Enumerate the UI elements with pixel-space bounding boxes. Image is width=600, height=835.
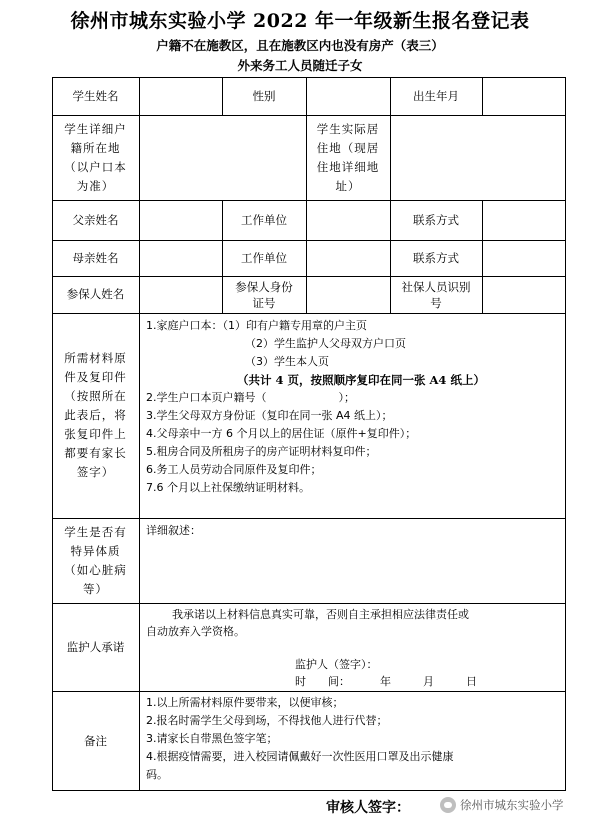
remark-item-black-pen: 3.请家长自带黑色签字笔； bbox=[146, 732, 278, 745]
guardian-promise-text-2: 自动放弃入学资格。 bbox=[146, 625, 245, 638]
field-insured-name[interactable] bbox=[139, 276, 222, 313]
field-special-detail[interactable] bbox=[212, 537, 562, 599]
label-special-constitution: 学生是否有特异体质（如心脏病等） bbox=[64, 524, 127, 596]
label-mother-work: 工作单位 bbox=[241, 250, 287, 265]
label-father-contact: 联系方式 bbox=[413, 212, 459, 227]
field-mother-contact[interactable] bbox=[482, 240, 566, 276]
wechat-icon bbox=[440, 797, 456, 813]
material-item-guardian-page: （2）学生监护人父母双方户口页 bbox=[245, 337, 406, 350]
label-insured-name: 参保人姓名 bbox=[66, 287, 125, 301]
subtitle-condition: 户籍不在施教区，且在施教区内也没有房产（表三） bbox=[156, 38, 444, 53]
label-father-work: 工作单位 bbox=[241, 212, 287, 227]
label-hukou-address: 学生详细户籍所在地（以户口本为准） bbox=[64, 121, 127, 193]
material-item-social-insurance: 7.6 个月以上社保缴纳证明材料。 bbox=[146, 481, 310, 494]
material-item-labor-contract: 6.务工人员劳动合同原件及复印件； bbox=[146, 463, 322, 476]
material-item-student-page: （3）学生本人页 bbox=[245, 355, 329, 368]
label-actual-address: 学生实际居住地（现居住地详细地址） bbox=[316, 121, 380, 193]
material-item-rental-contract: 5.租房合同及所租房子的房产证明材料复印件； bbox=[146, 445, 377, 458]
watermark bbox=[440, 797, 564, 813]
special-detail-prompt: 详细叙述： bbox=[146, 524, 201, 537]
material-item-hukou-number: 2.学生户口本页户籍号（ ）； bbox=[146, 391, 355, 404]
label-mother-name: 母亲姓名 bbox=[72, 250, 119, 265]
subtitle-category: 外来务工人员随迁子女 bbox=[237, 58, 363, 73]
label-guardian-promise: 监护人承诺 bbox=[66, 639, 125, 654]
remark-item-mask-cont: 码。 bbox=[146, 768, 168, 781]
label-remarks: 备注 bbox=[84, 733, 107, 748]
label-gender: 性别 bbox=[252, 88, 276, 103]
remark-item-parents-present: 2.报名时需学生父母到场，不得找他人进行代替； bbox=[146, 714, 388, 727]
remark-item-originals: 1.以上所需材料原件要带来，以便审核； bbox=[146, 696, 344, 709]
field-student-name[interactable] bbox=[139, 77, 222, 115]
label-social-id: 社保人员识别号 bbox=[401, 279, 471, 310]
material-note-a4: （共计 4 页，按照顺序复印在同一张 A4 纸上） bbox=[237, 373, 485, 387]
page-title: 徐州市城东实验小学 2022 年一年级新生报名登记表 bbox=[70, 10, 530, 32]
label-father-name: 父亲姓名 bbox=[72, 212, 119, 227]
field-gender[interactable] bbox=[306, 77, 390, 115]
watermark-text: 徐州市城东实验小学 bbox=[460, 798, 564, 812]
field-father-work[interactable] bbox=[306, 200, 390, 240]
remark-item-mask: 4.根据疫情需要，进入校园请佩戴好一次性医用口罩及出示健康 bbox=[146, 750, 454, 763]
field-actual-address[interactable] bbox=[390, 115, 566, 200]
registration-form-table bbox=[52, 77, 566, 791]
field-mother-name[interactable] bbox=[139, 240, 222, 276]
guardian-signature-label: 监护人（签字）： bbox=[295, 658, 378, 671]
guardian-promise-text-1: 我承诺以上材料信息真实可靠，否则自主承担相应法律责任或 bbox=[172, 608, 469, 621]
field-father-contact[interactable] bbox=[482, 200, 566, 240]
material-item-hukou: 1.家庭户口本：（1）印有户籍专用章的户主页 bbox=[146, 319, 367, 332]
field-mother-work[interactable] bbox=[306, 240, 390, 276]
label-student-name: 学生姓名 bbox=[72, 88, 119, 103]
field-social-id[interactable] bbox=[482, 276, 566, 313]
field-hukou-address[interactable] bbox=[139, 115, 306, 200]
field-insured-id[interactable] bbox=[306, 276, 390, 313]
label-mother-contact: 联系方式 bbox=[413, 250, 459, 265]
field-birth[interactable] bbox=[482, 77, 566, 115]
label-materials: 所需材料原件及复印件（按照所在此表后，将张复印件上都要有家长签字） bbox=[64, 351, 127, 479]
label-birth: 出生年月 bbox=[413, 88, 459, 103]
label-insured-id: 参保人身份证号 bbox=[235, 279, 293, 310]
material-item-id-cards: 3.学生父母双方身份证（复印在同一张 A4 纸上）； bbox=[146, 409, 393, 422]
guardian-date-line: 时 间： 年 月 日 bbox=[295, 675, 477, 688]
field-father-name[interactable] bbox=[139, 200, 222, 240]
material-item-residence-permit: 4.父母亲中一方 6 个月以上的居住证（原件+复印件）； bbox=[146, 427, 417, 440]
reviewer-signature-label: 审核人签字： bbox=[326, 800, 410, 816]
